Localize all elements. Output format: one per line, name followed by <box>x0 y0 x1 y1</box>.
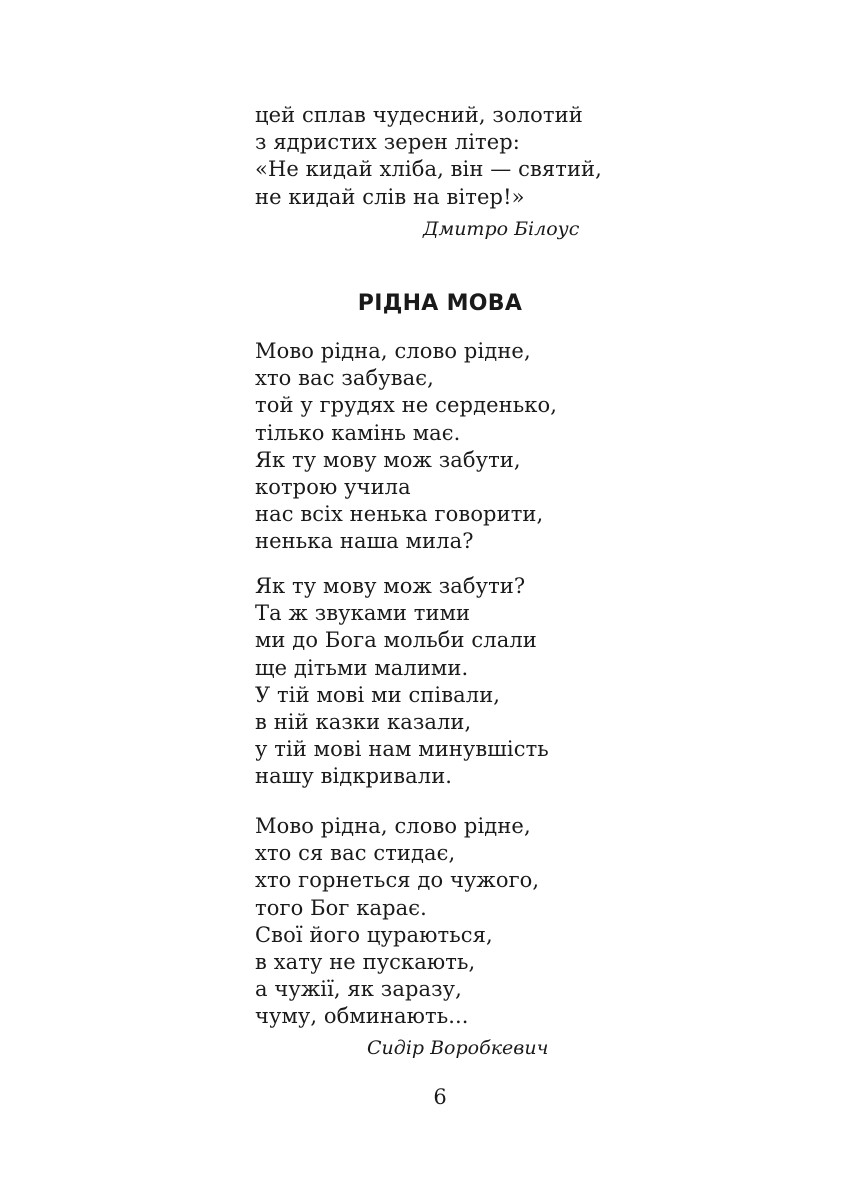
poem-stanza-3 <box>255 813 539 1031</box>
poem-line: нашу відкривали. <box>255 764 453 789</box>
poem-line: того Бог карає. <box>255 895 427 920</box>
poem-line: чуму, обминають... <box>255 1004 469 1029</box>
poem-line: котрою учила <box>255 474 411 499</box>
poem-line: ненька наша мила? <box>255 529 474 554</box>
poem-line: той у грудях не серденько, <box>255 393 558 418</box>
previous-poem-ending <box>255 102 602 211</box>
poem-line: Та ж звуками тими <box>255 601 471 626</box>
poem-title: РІДНА МОВА <box>357 291 523 316</box>
poem-line: нас всіх ненька говорити, <box>255 502 544 527</box>
poem-line: цей сплав чудесний, золотий <box>255 103 583 127</box>
poem-line: Свої його цураються, <box>255 922 493 947</box>
poem-line: з ядристих зерен літер: <box>255 130 520 155</box>
poem-line: «Не кидай хліба, він — святий, <box>255 157 602 182</box>
poem-line: хто вас забуває, <box>255 366 434 391</box>
poem-line: ми до Бога мольби слали <box>255 628 537 653</box>
poem-line: хто горнеться до чужого, <box>255 868 540 893</box>
poem-line: в ній казки казали, <box>255 709 472 734</box>
poem-line: Як ту мову мож забути, <box>255 447 521 472</box>
poem-line: в хату не пускають, <box>255 949 476 974</box>
poem-stanza-1 <box>255 338 557 556</box>
poem-author: Сидір Воробкевич <box>367 1037 549 1059</box>
poem-line: ще дітьми малими. <box>255 655 469 680</box>
poem-line: у тій мові нам минувшість <box>255 737 549 762</box>
poem-line: тілько камінь має. <box>255 420 461 445</box>
poem-line: Мово рідна, слово рідне, <box>255 339 531 363</box>
page-number: 6 <box>433 1085 447 1109</box>
poem-line: У тій мові ми співали, <box>255 682 501 707</box>
poem-line: Мово рідна, слово рідне, <box>255 814 531 838</box>
previous-poem-author: Дмитро Білоус <box>423 218 580 240</box>
poem-line: не кидай слів на вітер!» <box>255 184 525 209</box>
poem-line: хто ся вас стидає, <box>255 841 456 866</box>
poem-stanza-2 <box>255 573 549 791</box>
poem-line: а чужії, як заразу, <box>255 977 462 1002</box>
poem-line: Як ту мову мож забути? <box>255 574 526 598</box>
